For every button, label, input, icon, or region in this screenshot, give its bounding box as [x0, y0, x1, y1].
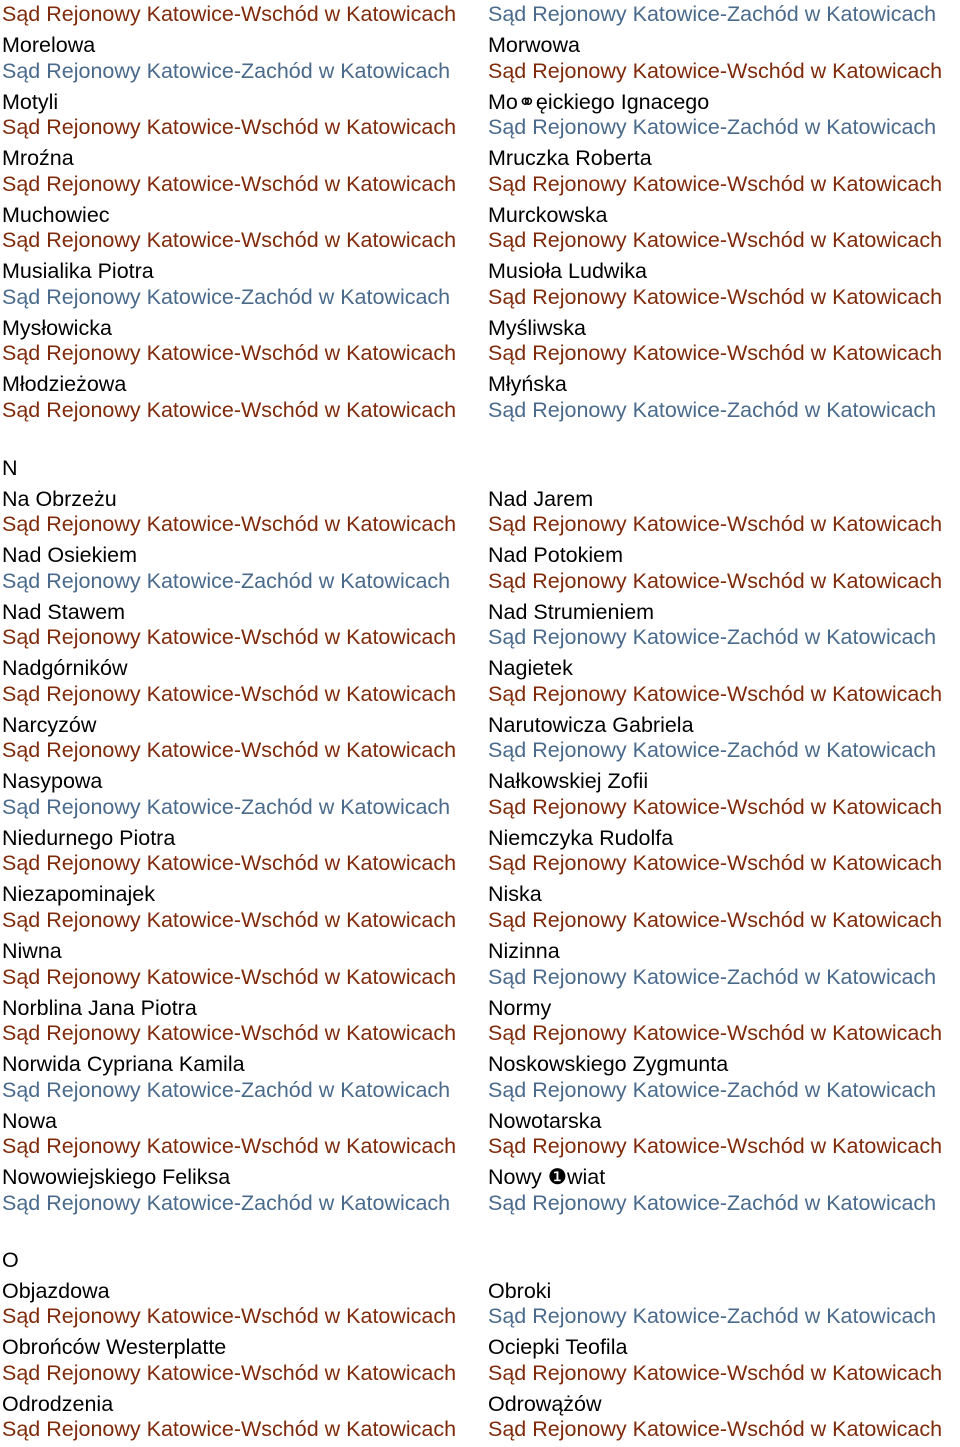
court-name: Sąd Rejonowy Katowice-Wschód w Katowicach: [488, 1021, 943, 1046]
court-name: Sąd Rejonowy Katowice-Zachód w Katowicach: [488, 115, 937, 140]
street-name: Noskowskiego Zygmunta: [488, 1052, 729, 1077]
street-name: Nad Stawem: [2, 599, 126, 624]
street-name: Norblina Jana Piotra: [2, 995, 197, 1020]
court-name: Sąd Rejonowy Katowice-Wschód w Katowicach: [2, 171, 457, 196]
court-name: Sąd Rejonowy Katowice-Wschód w Katowicach: [488, 851, 943, 876]
street-name: Nasypowa: [2, 769, 103, 794]
court-name: Sąd Rejonowy Katowice-Wschód w Katowicach: [488, 512, 943, 536]
court-name: Sąd Rejonowy Katowice-Zachód w Katowicach: [2, 794, 451, 819]
street-name: Mroźna: [2, 146, 74, 171]
street-name: Niedurnego Piotra: [2, 825, 176, 850]
court-name: Sąd Rejonowy Katowice-Wschód w Katowicach: [488, 228, 943, 253]
court-name: Sąd Rejonowy Katowice-Wschód w Katowicach: [488, 171, 943, 196]
street-name: Odrodzenia: [2, 1391, 114, 1416]
court-name: Sąd Rejonowy Katowice-Zachód w Katowicach: [2, 284, 451, 309]
court-name: Sąd Rejonowy Katowice-Wschód w Katowicach: [2, 681, 457, 706]
street-name: Motyli: [2, 89, 59, 114]
street-name: Narutowicza Gabriela: [488, 712, 694, 737]
street-name: Mo⚭ęickiego Ignacego: [488, 89, 710, 114]
street-name: Norwida Cypriana Kamila: [2, 1052, 245, 1077]
court-name: Sąd Rejonowy Katowice-Wschód w Katowicach: [2, 512, 457, 536]
street-name: Nad Jarem: [488, 486, 594, 511]
court-name: Sąd Rejonowy Katowice-Wschód w Katowicach: [2, 1417, 457, 1442]
court-name: Sąd Rejonowy Katowice-Wschód w Katowicach: [488, 568, 943, 593]
street-name: Nad Strumieniem: [488, 599, 655, 624]
street-name: Musioła Ludwika: [488, 259, 647, 284]
street-name: Morelowa: [2, 33, 96, 57]
street-name: Na Obrzeżu: [2, 486, 117, 511]
court-name: Sąd Rejonowy Katowice-Wschód w Katowicach: [2, 115, 457, 140]
court-name: Sąd Rejonowy Katowice-Zachód w Katowicach: [488, 964, 937, 989]
court-name: Sąd Rejonowy Katowice-Wschód w Katowicach: [2, 1134, 457, 1159]
street-name: Niwna: [2, 939, 62, 964]
court-name: Sąd Rejonowy Katowice-Zachód w Katowicach: [488, 1304, 937, 1328]
street-name: Nowowiejskiego Feliksa: [2, 1165, 231, 1190]
street-name: Objazdowa: [2, 1278, 110, 1303]
court-name: Sąd Rejonowy Katowice-Zachód w Katowicach: [488, 2, 937, 26]
court-name: Sąd Rejonowy Katowice-Zachód w Katowicach: [488, 625, 937, 650]
street-name: Nad Osiekiem: [2, 543, 138, 568]
street-name: Obrońców Westerplatte: [2, 1335, 227, 1360]
street-name: Nowa: [2, 1108, 57, 1133]
court-name: Sąd Rejonowy Katowice-Wschód w Katowicach: [488, 58, 943, 83]
street-name: Muchowiec: [2, 202, 110, 227]
street-name: Morwowa: [488, 33, 580, 57]
street-name: Narcyzów: [2, 712, 97, 737]
court-name: Sąd Rejonowy Katowice-Wschód w Katowicach: [488, 284, 943, 309]
street-name: Niezapominajek: [2, 882, 155, 907]
street-name: Nizinna: [488, 939, 560, 964]
street-name: Nagietek: [488, 656, 573, 681]
court-name: Sąd Rejonowy Katowice-Wschód w Katowicach: [2, 1021, 457, 1046]
street-name: Myśliwska: [488, 315, 586, 340]
court-name: Sąd Rejonowy Katowice-Zachód w Katowicach: [2, 568, 451, 593]
street-name: Obroki: [488, 1278, 552, 1303]
court-name: Sąd Rejonowy Katowice-Wschód w Katowicach: [488, 1134, 943, 1159]
court-name: Sąd Rejonowy Katowice-Wschód w Katowicach: [488, 341, 943, 366]
court-name: Sąd Rejonowy Katowice-Wschód w Katowicach: [488, 907, 943, 932]
court-name: Sąd Rejonowy Katowice-Zachód w Katowicach: [488, 1077, 937, 1102]
court-name: Sąd Rejonowy Katowice-Zachód w Katowicach: [2, 1077, 451, 1102]
court-name: Sąd Rejonowy Katowice-Wschód w Katowicach: [2, 228, 457, 253]
street-name: Niemczyka Rudolfa: [488, 825, 674, 850]
court-name: Sąd Rejonowy Katowice-Wschód w Katowicach: [2, 738, 457, 763]
court-name: Sąd Rejonowy Katowice-Wschód w Katowicach: [2, 851, 457, 876]
court-name: Sąd Rejonowy Katowice-Wschód w Katowicach: [488, 1417, 943, 1442]
section-letter: N: [2, 455, 18, 480]
street-name: Młodzieżowa: [2, 372, 127, 397]
court-name: Sąd Rejonowy Katowice-Wschód w Katowicach: [2, 964, 457, 989]
court-name: Sąd Rejonowy Katowice-Zachód w Katowicach: [488, 1190, 937, 1215]
street-name: Normy: [488, 995, 552, 1020]
street-name: Nowy ❶wiat: [488, 1165, 606, 1190]
street-name: Nałkowskiej Zofii: [488, 769, 649, 794]
court-name: Sąd Rejonowy Katowice-Wschód w Katowicach: [2, 2, 457, 26]
court-name: Sąd Rejonowy Katowice-Wschód w Katowicach: [2, 1360, 457, 1385]
court-name: Sąd Rejonowy Katowice-Wschód w Katowicach: [2, 1304, 457, 1328]
court-name: Sąd Rejonowy Katowice-Wschód w Katowicach: [2, 907, 457, 932]
court-name: Sąd Rejonowy Katowice-Wschód w Katowicach: [488, 681, 943, 706]
street-name: Ociepki Teofila: [488, 1335, 628, 1360]
street-name: Niska: [488, 882, 542, 907]
court-name: Sąd Rejonowy Katowice-Wschód w Katowicach: [488, 1360, 943, 1385]
street-name: Nadgórników: [2, 656, 128, 681]
court-name: Sąd Rejonowy Katowice-Wschód w Katowicach: [2, 625, 457, 650]
court-name: Sąd Rejonowy Katowice-Zachód w Katowicach: [2, 58, 451, 83]
street-name: Murckowska: [488, 202, 608, 227]
court-name: Sąd Rejonowy Katowice-Zachód w Katowicach: [488, 397, 937, 422]
street-name: Nad Potokiem: [488, 543, 624, 568]
street-name: Młyńska: [488, 372, 567, 397]
street-name: Odrowążów: [488, 1391, 602, 1416]
court-name: Sąd Rejonowy Katowice-Wschód w Katowicach: [488, 794, 943, 819]
street-name: Musialika Piotra: [2, 259, 154, 284]
court-name: Sąd Rejonowy Katowice-Wschód w Katowicach: [2, 341, 457, 366]
street-name: Mruczka Roberta: [488, 146, 652, 171]
section-letter: O: [2, 1247, 19, 1272]
street-name: Mysłowicka: [2, 315, 112, 340]
street-name: Nowotarska: [488, 1108, 602, 1133]
court-name: Sąd Rejonowy Katowice-Wschód w Katowicach: [2, 397, 457, 422]
court-name: Sąd Rejonowy Katowice-Zachód w Katowicach: [2, 1190, 451, 1215]
court-name: Sąd Rejonowy Katowice-Zachód w Katowicach: [488, 738, 937, 763]
